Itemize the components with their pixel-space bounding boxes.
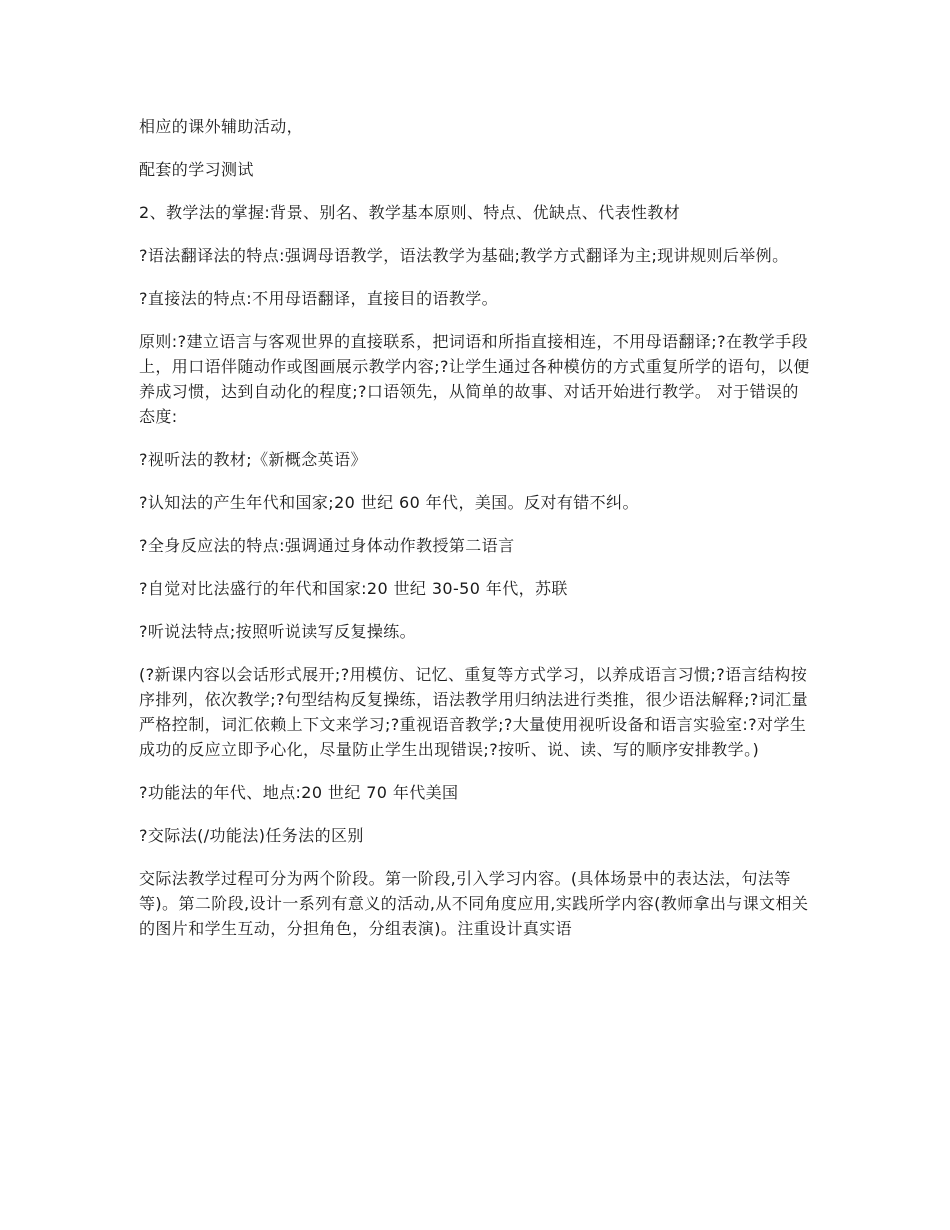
paragraph-audiolingual-details: (?新课内容以会话形式展开;?用模仿、记忆、重复等方式学习，以养成语言习惯;?语言结构按序排列，依次教学;?句型结构反复操练，语法教学用归纳法进行类推，很少语法解释;?词汇量严格控制，词汇依赖上下文来学习;?重视语音教学;?大量使用视听设备和语言实验室:?对学生成功的反应立即予心化，尽量防止学生出现错误;?按听、说、读、写的顺序安排教学。) [139,665,808,759]
paragraph-tests: 配套的学习测试 [139,160,254,179]
document-body [139,114,815,959]
paragraph-direct-method: ?直接法的特点:不用母语翻译，直接目的语教学。 [139,289,499,308]
paragraph-audiolingual: ?听说法特点;按照听说读写反复操练。 [139,622,417,641]
paragraph-functional: ?功能法的年代、地点:20 世纪 70 年代美国 [139,783,459,802]
paragraph-grammar-translation: ?语法翻译法的特点:强调母语教学，语法教学为基础;教学方式翻译为主;现讲规则后举例。 [139,246,789,265]
paragraph-activities: 相应的课外辅助活动， [139,117,304,136]
paragraph-audiovisual: ?视听法的教材;《新概念英语》 [139,450,367,469]
paragraph-communicative-diff: ?交际法(/功能法)任务法的区别 [139,826,364,845]
paragraph-tpr: ?全身反应法的特点:强调通过身体动作教授第二语言 [139,536,515,555]
paragraph-cognitive: ?认知法的产生年代和国家;20 世纪 60 年代，美国。反对有错不纠。 [139,493,639,512]
paragraph-communicative-process: 交际法教学过程可分为两个阶段。第一阶段,引入学习内容。(具体场景中的表达法，句法等等)。第二阶段,设计一系列有意义的活动,从不同角度应用,实践所学内容(教师拿出与课文相关的图片和学生互动，分担角色，分组表演)。注重设计真实语 [139,869,809,938]
paragraph-contrastive: ?自觉对比法盛行的年代和国家:20 世纪 30-50 年代，苏联 [139,579,568,598]
paragraph-principles: 原则:?建立语言与客观世界的直接联系，把词语和所指直接相连，不用母语翻译;?在教学手段上，用口语伴随动作或图画展示教学内容;?让学生通过各种模仿的方式重复所学的语句，以便养成习惯，达到自动化的程度;?口语领先，从简单的故事、对话开始进行教学。 对于错误的态度: [139,332,810,426]
paragraph-method-mastery: 2、教学法的掌握:背景、别名、教学基本原则、特点、优缺点、代表性教材 [139,203,681,222]
